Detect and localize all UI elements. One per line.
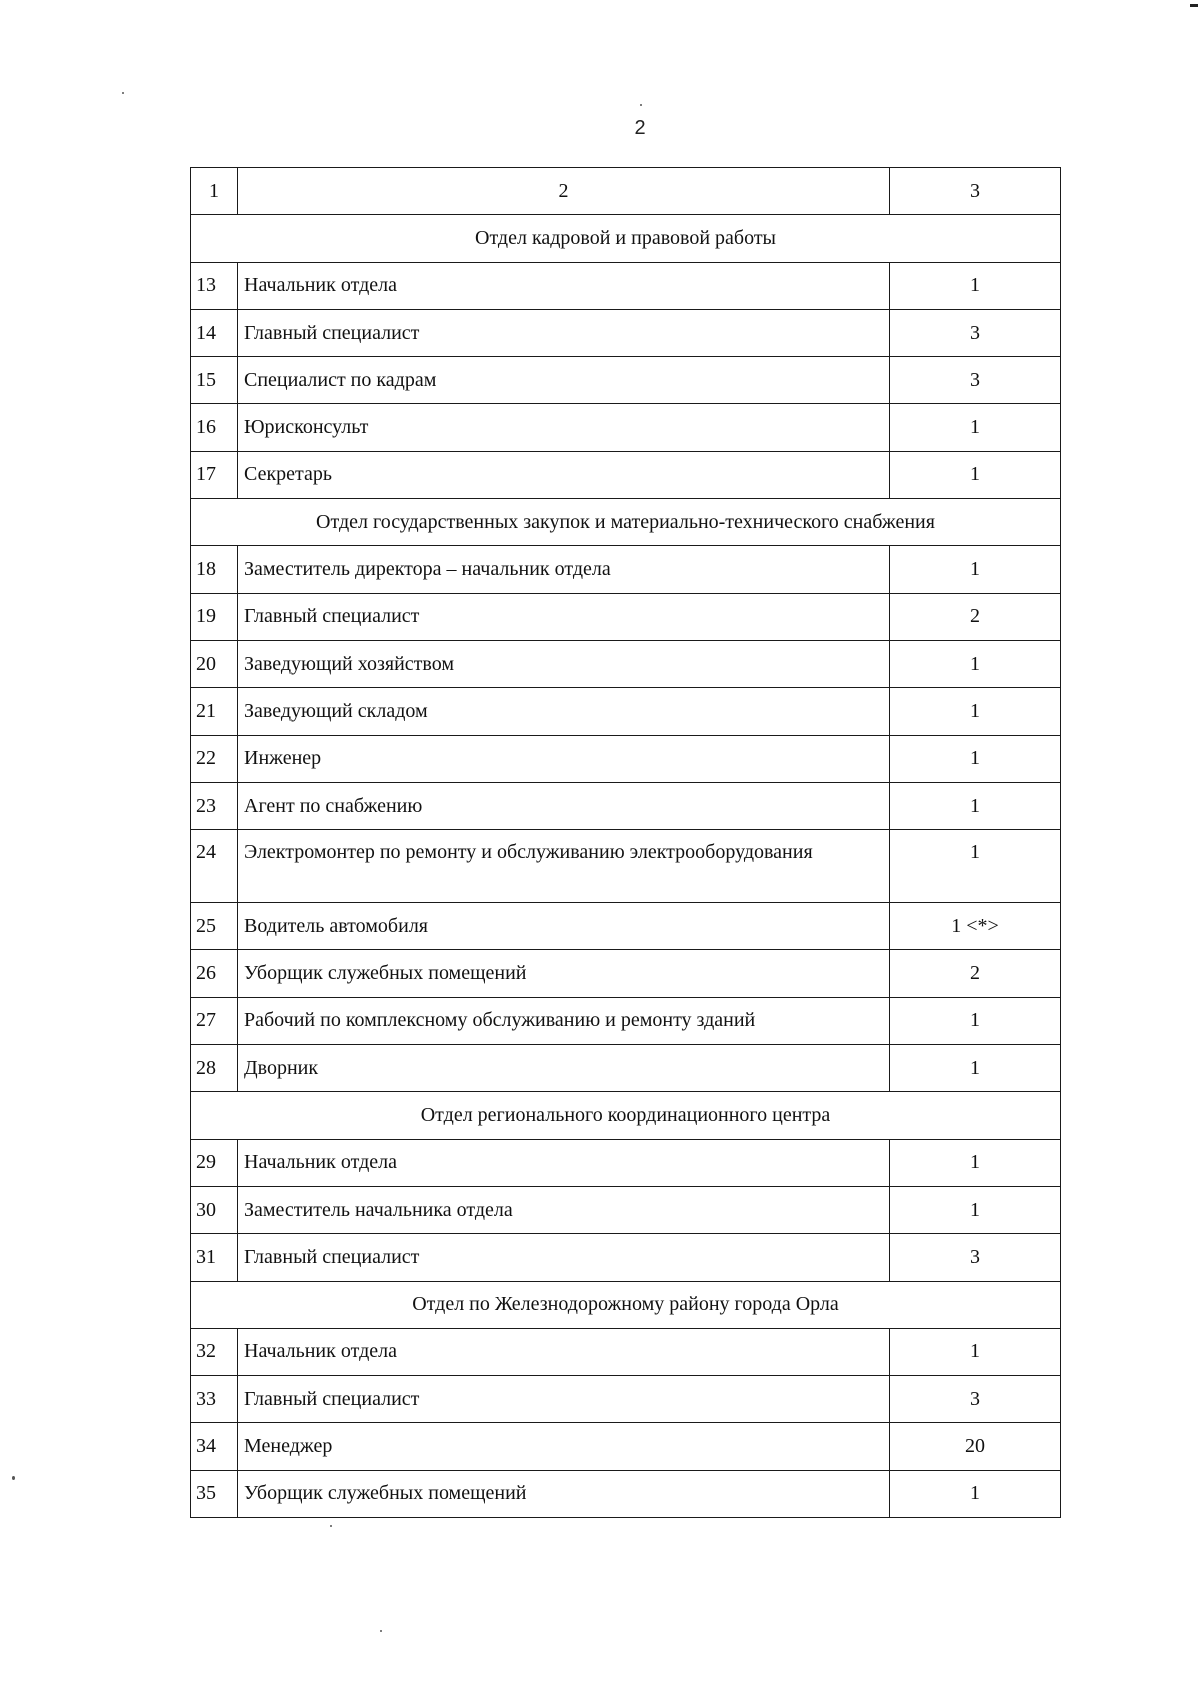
row-position: Заведующий складом [238, 688, 890, 735]
table-row [191, 309, 1061, 356]
table-row [191, 357, 1061, 404]
table-row [191, 1186, 1061, 1233]
row-quantity: 1 [890, 546, 1061, 593]
table-row [191, 950, 1061, 997]
row-position: Секретарь [238, 451, 890, 498]
row-quantity: 2 [890, 950, 1061, 997]
row-number: 33 [191, 1376, 238, 1423]
page-number: 2 [634, 117, 646, 139]
table-row [191, 1423, 1061, 1470]
row-position: Специалист по кадрам [238, 357, 890, 404]
row-quantity: 1 [890, 830, 1061, 903]
row-position: Главный специалист [238, 1376, 890, 1423]
row-number: 28 [191, 1045, 238, 1092]
table-row [191, 735, 1061, 782]
row-position: Рабочий по комплексному обслуживанию и ремонту зданий [238, 997, 890, 1044]
staffing-table [190, 167, 1061, 1518]
row-quantity: 1 [890, 1139, 1061, 1186]
row-number: 22 [191, 735, 238, 782]
row-position: Уборщик служебных помещений [238, 1470, 890, 1517]
row-quantity: 1 [890, 404, 1061, 451]
row-position: Инженер [238, 735, 890, 782]
table-row [191, 997, 1061, 1044]
section-title: Отдел регионального координационного центра [191, 1092, 1061, 1139]
staffing-table-body [191, 168, 1061, 1518]
row-number: 25 [191, 903, 238, 950]
table-row [191, 546, 1061, 593]
row-quantity: 1 [890, 640, 1061, 687]
row-number: 35 [191, 1470, 238, 1517]
row-quantity: 1 [890, 1186, 1061, 1233]
table-row [191, 903, 1061, 950]
table-row [191, 1045, 1061, 1092]
row-quantity: 1 [890, 262, 1061, 309]
row-quantity: 1 [890, 688, 1061, 735]
row-position: Юрисконсульт [238, 404, 890, 451]
table-header-row [191, 168, 1061, 215]
row-number: 31 [191, 1234, 238, 1281]
table-row [191, 262, 1061, 309]
row-position: Электромонтер по ремонту и обслуживанию электрооборудования [238, 830, 890, 903]
row-quantity: 3 [890, 1376, 1061, 1423]
row-quantity: 1 [890, 735, 1061, 782]
row-number: 24 [191, 830, 238, 903]
row-quantity: 3 [890, 309, 1061, 356]
row-quantity: 2 [890, 593, 1061, 640]
row-number: 34 [191, 1423, 238, 1470]
row-position: Заместитель начальника отдела [238, 1186, 890, 1233]
table-row [191, 640, 1061, 687]
scan-speck [380, 1630, 382, 1632]
table-row [191, 1328, 1061, 1375]
section-row [191, 215, 1061, 262]
table-row [191, 782, 1061, 829]
row-quantity: 1 [890, 451, 1061, 498]
section-row [191, 1092, 1061, 1139]
row-number: 16 [191, 404, 238, 451]
row-quantity: 1 <*> [890, 903, 1061, 950]
row-number: 15 [191, 357, 238, 404]
row-position: Начальник отдела [238, 1328, 890, 1375]
table-row [191, 404, 1061, 451]
section-title: Отдел кадровой и правовой работы [191, 215, 1061, 262]
row-position: Главный специалист [238, 593, 890, 640]
header-cell-position: 2 [238, 168, 890, 215]
row-position: Главный специалист [238, 309, 890, 356]
scan-speck [1190, 4, 1198, 7]
row-position: Менеджер [238, 1423, 890, 1470]
table-row [191, 1139, 1061, 1186]
row-number: 19 [191, 593, 238, 640]
header-cell-number: 1 [191, 168, 238, 215]
table-row [191, 688, 1061, 735]
row-position: Заместитель директора – начальник отдела [238, 546, 890, 593]
row-number: 18 [191, 546, 238, 593]
table-row [191, 451, 1061, 498]
table-row [191, 593, 1061, 640]
row-quantity: 1 [890, 782, 1061, 829]
row-quantity: 1 [890, 997, 1061, 1044]
section-row [191, 499, 1061, 546]
row-number: 13 [191, 262, 238, 309]
row-number: 23 [191, 782, 238, 829]
row-number: 26 [191, 950, 238, 997]
table-row [191, 1234, 1061, 1281]
section-title: Отдел государственных закупок и материально-технического снабжения [191, 499, 1061, 546]
row-position: Главный специалист [238, 1234, 890, 1281]
row-number: 32 [191, 1328, 238, 1375]
scan-speck [330, 1525, 332, 1527]
row-position: Дворник [238, 1045, 890, 1092]
section-title: Отдел по Железнодорожному району города Орла [191, 1281, 1061, 1328]
row-number: 29 [191, 1139, 238, 1186]
row-quantity: 1 [890, 1045, 1061, 1092]
row-number: 14 [191, 309, 238, 356]
row-quantity: 20 [890, 1423, 1061, 1470]
section-row [191, 1281, 1061, 1328]
table-row [191, 830, 1061, 903]
row-number: 20 [191, 640, 238, 687]
row-number: 21 [191, 688, 238, 735]
row-number: 30 [191, 1186, 238, 1233]
row-position: Начальник отдела [238, 1139, 890, 1186]
row-quantity: 1 [890, 1470, 1061, 1517]
row-number: 17 [191, 451, 238, 498]
row-quantity: 3 [890, 1234, 1061, 1281]
row-number: 27 [191, 997, 238, 1044]
row-quantity: 3 [890, 357, 1061, 404]
table-row [191, 1376, 1061, 1423]
header-cell-quantity: 3 [890, 168, 1061, 215]
row-position: Начальник отдела [238, 262, 890, 309]
row-quantity: 1 [890, 1328, 1061, 1375]
scan-speck [122, 92, 124, 94]
row-position: Водитель автомобиля [238, 903, 890, 950]
scan-speck [12, 1476, 15, 1480]
table-row [191, 1470, 1061, 1517]
scan-speck [640, 104, 642, 106]
row-position: Агент по снабжению [238, 782, 890, 829]
row-position: Заведующий хозяйством [238, 640, 890, 687]
row-position: Уборщик служебных помещений [238, 950, 890, 997]
